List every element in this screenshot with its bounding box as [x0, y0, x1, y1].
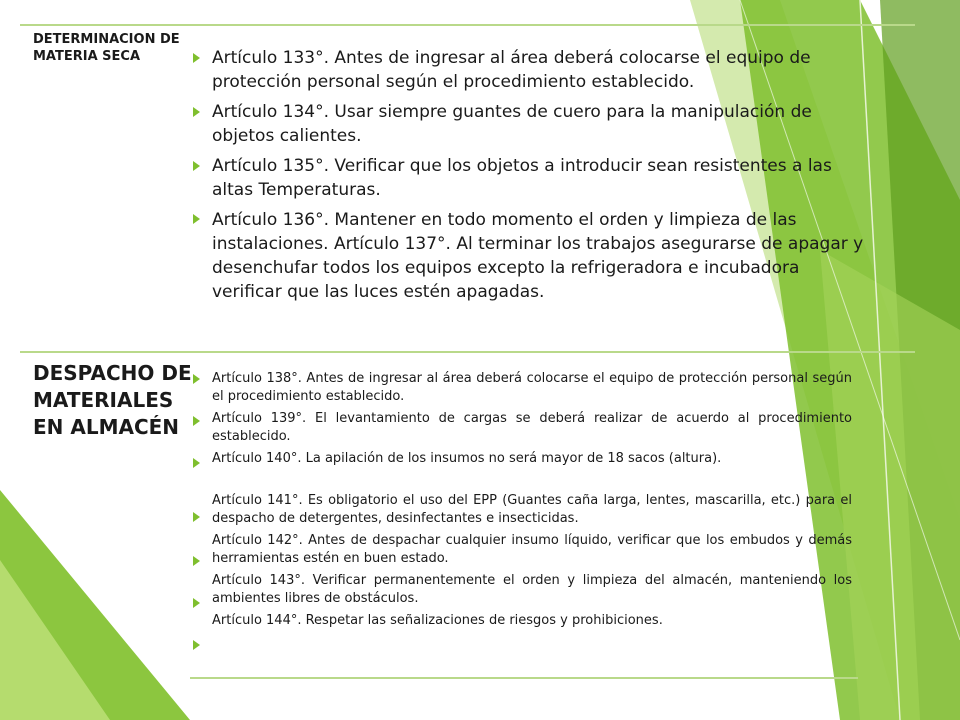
article-139: Artículo 139°. El levantamiento de cargas se deberá realizar de acuerdo al procedimiento establecido.: [212, 411, 852, 444]
article-134: Artículo 134°. Usar siempre guantes de cuero para la manipulación de objetos calientes.: [212, 102, 812, 146]
bullet-arrow-icon: [193, 556, 200, 566]
bullet-arrow-icon: [193, 374, 200, 384]
section-label-materia-seca: DETERMINACION DE MATERIA SECA: [33, 32, 180, 64]
article-136-137: Artículo 136°. Mantener en todo momento el orden y limpieza de las instalaciones. Artículo 137°. Al terminar los trabajos asegurarse de apagar y desenchufar todos los equipos excepto la refrigeradora e incubadora verificar que las luces estén apagadas.: [212, 210, 864, 302]
article-141: Artículo 141°. Es obligatorio el uso del EPP (Guantes caña larga, lentes, mascarilla, etc.) para el despacho de detergentes, desinfectantes e insecticidas.: [212, 493, 852, 526]
bullet-arrow-icon: [193, 640, 200, 650]
bullet-arrow-icon: [193, 53, 200, 63]
section-articles-despacho: [212, 370, 852, 634]
spacer: [212, 472, 852, 492]
bullet-arrow-icon: [193, 598, 200, 608]
bottom-divider: [190, 677, 858, 679]
middle-divider: [20, 351, 915, 353]
article-138: Artículo 138°. Antes de ingresar al área deberá colocarse el equipo de protección personal según el procedimiento establecido.: [212, 371, 852, 404]
bullet-arrow-icon: [193, 458, 200, 468]
article-142: Artículo 142°. Antes de despachar cualquier insumo líquido, verificar que los embudos y demás herramientas estén en buen estado.: [212, 533, 852, 566]
article-133: Artículo 133°. Antes de ingresar al área deberá colocarse el equipo de protección personal según el procedimiento establecido.: [212, 48, 811, 92]
article-144: Artículo 144°. Respetar las señalizaciones de riesgos y prohibiciones.: [212, 613, 663, 628]
section-articles-materia-seca: [212, 46, 872, 310]
article-143: Artículo 143°. Verificar permanentemente el orden y limpieza del almacén, manteniendo los ambientes libres de obstáculos.: [212, 573, 852, 606]
bullet-arrow-icon: [193, 512, 200, 522]
bullet-arrow-icon: [193, 214, 200, 224]
section-label-despacho: DESPACHO DE MATERIALES EN ALMACÉN: [33, 361, 192, 439]
article-140: Artículo 140°. La apilación de los insumos no será mayor de 18 sacos (altura).: [212, 451, 722, 466]
top-divider: [20, 24, 915, 26]
bullet-arrow-icon: [193, 107, 200, 117]
article-135: Artículo 135°. Verificar que los objetos a introducir sean resistentes a las altas Temperaturas.: [212, 156, 832, 200]
bullet-arrow-icon: [193, 161, 200, 171]
bullet-arrow-icon: [193, 416, 200, 426]
